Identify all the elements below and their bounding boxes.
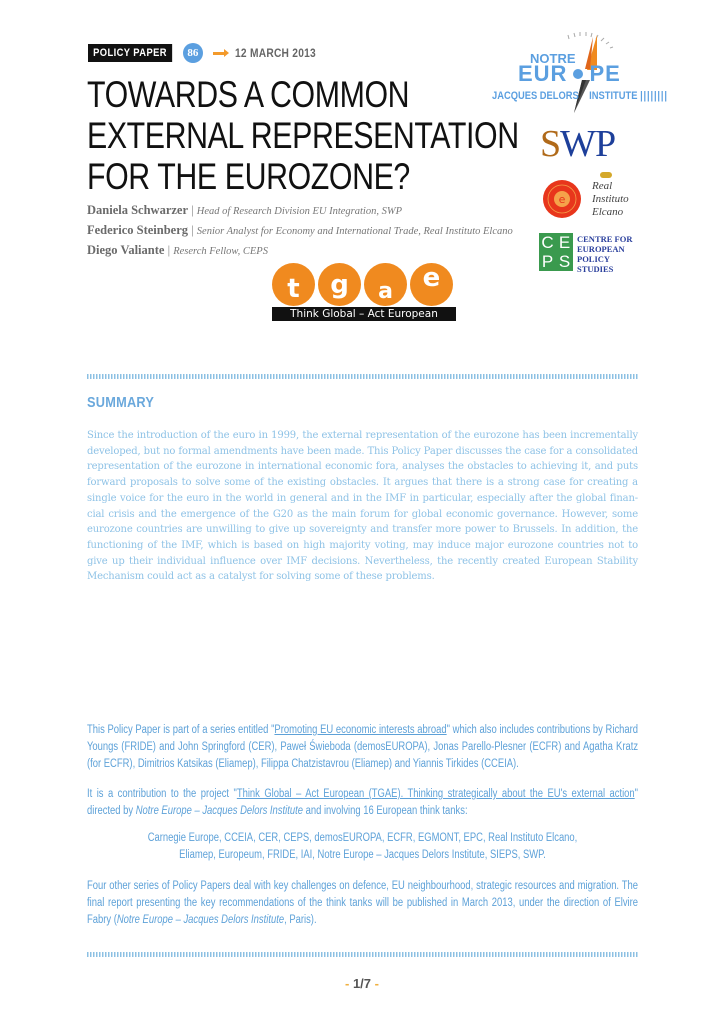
page-title <box>87 74 519 197</box>
paper-number-badge: 86 <box>183 43 203 63</box>
summary-body: Since the introduction of the euro in 1999, the external representation of the eurozone has been incrementally developed, but no formal amendments have been made. This Policy Paper discusses the case for a consolidated representation of the eurozone in international economic fora, analyses the obstacles to achieving it, and puts forward proposals to solve some of the existing obstacles. It argues that there is a strong case for creating a single voice for the euro in the world in general and in the IMF in particular, especially after the global finan-cial crisis and the emergence of the G20 as the main forum for global economic governance. However, some eurozone countries are unwilling to give up sovereignty and transfer more power to Brussels. In addition, the functioning of the IMF, which is based on high majority voting, may induce major eurozone countries not to give up their individual influence over IMF decisions. Nevertheless, the recently created European Stability Mechanism could act as a catalyst for solving some of these problems. <box>87 430 638 583</box>
tgae-tagline: Think Global – Act European <box>272 307 456 321</box>
author-list <box>87 201 513 261</box>
author-role: Senior Analyst for Economy and International Trade, Real Instituto Elcano <box>196 226 513 237</box>
logo-text: NOTRE <box>530 51 576 66</box>
series-label: POLICY PAPER <box>88 44 172 62</box>
project-note: It is a contribution to the project "Think Global – Act European (TGAE). Thinking strategically about the EU's external action" directed by Notre Europe – Jacques Delors Institute and involving 16 European think tanks: <box>87 788 639 817</box>
think-tanks-list: Carnegie Europe, CCEIA, CER, CEPS, demosEUROPA, ECFR, EGMONT, EPC, Real Instituto Elcano, Eliamep, Europeum, FRIDE, IAI, Notre Europe – Jacques Delors Institute, SIEPS, SWP. <box>147 832 578 861</box>
author-name: Federico Steinberg <box>87 223 189 237</box>
logo-text: Real Instituto Elcano <box>592 180 629 218</box>
arrow-icon <box>213 52 225 55</box>
author-role: Reserch Fellow, CEPS <box>173 246 268 257</box>
tgae-letter: a <box>364 263 407 306</box>
publication-date: 12 MARCH 2013 <box>234 46 316 60</box>
paper-header <box>88 43 330 63</box>
logo-text: EUR PE <box>518 61 621 86</box>
title-line: FOR THE EUROZONE? <box>87 156 410 197</box>
author-item: Federico Steinberg | Senior Analyst for Economy and International Trade, Real Instituto Elcano <box>87 223 513 237</box>
divider <box>87 374 638 379</box>
series-link[interactable]: Promoting EU economic interests abroad <box>274 724 447 736</box>
divider <box>87 952 638 957</box>
logo-text: JACQUES DELORS INSTITUTE |||||||| <box>492 90 668 102</box>
author-name: Daniela Schwarzer <box>87 203 189 217</box>
tgae-logo <box>272 263 456 321</box>
logo-text: CENTRE FOR EUROPEAN POLICY STUDIES <box>577 234 633 274</box>
page-number: - 1/7 - <box>344 976 379 991</box>
tgae-letter: e <box>410 263 453 306</box>
ceps-logo <box>539 233 633 274</box>
notre-europe-logo <box>490 25 680 115</box>
svg-text:e: e <box>558 193 566 206</box>
title-line: EXTERNAL REPRESENTATION <box>87 115 519 156</box>
tgae-letter: g <box>318 263 361 306</box>
series-note: This Policy Paper is part of a series entitled "Promoting EU economic interests abroad" which also includes contributions by Richard Youngs (FRIDE) and John Springford (CER), Paweł Świeboda (demosEUROPA), Jonas Parello-Plesner (ECFR) and Agatha Kratz (for ECFR), Dimitrios Katsikas (Eliamep), Filippa Chatzistavrou (Eliamep) and Yiannis Tirkides (CCEIA). <box>87 724 639 770</box>
author-item: Diego Valiante | Reserch Fellow, CEPS <box>87 243 268 257</box>
title-line: TOWARDS A COMMON <box>87 74 410 115</box>
tgae-letter: t <box>272 263 315 306</box>
project-link[interactable]: Think Global – Act European (TGAE). Thinking strategically about the EU's external action <box>236 788 635 800</box>
elcano-globe-icon <box>540 172 590 222</box>
other-series-note: Four other series of Policy Papers deal with key challenges on defence, EU neighbourhood, strategic resources and migration. The final report presenting the key recommendations of the think tanks will be published in March 2013, under the direction of Elvire Fabry (Notre Europe – Jacques Delors Institute, Paris). <box>87 880 639 926</box>
elcano-logo <box>540 172 650 222</box>
author-name: Diego Valiante <box>87 243 165 257</box>
author-item: Daniela Schwarzer | Head of Research Division EU Integration, SWP <box>87 203 402 217</box>
swp-logo: SWP <box>540 123 616 165</box>
author-role: Head of Research Division EU Integration, SWP <box>196 206 402 217</box>
ceps-mark: C E P S <box>539 233 573 271</box>
summary-heading: SUMMARY <box>87 394 155 411</box>
